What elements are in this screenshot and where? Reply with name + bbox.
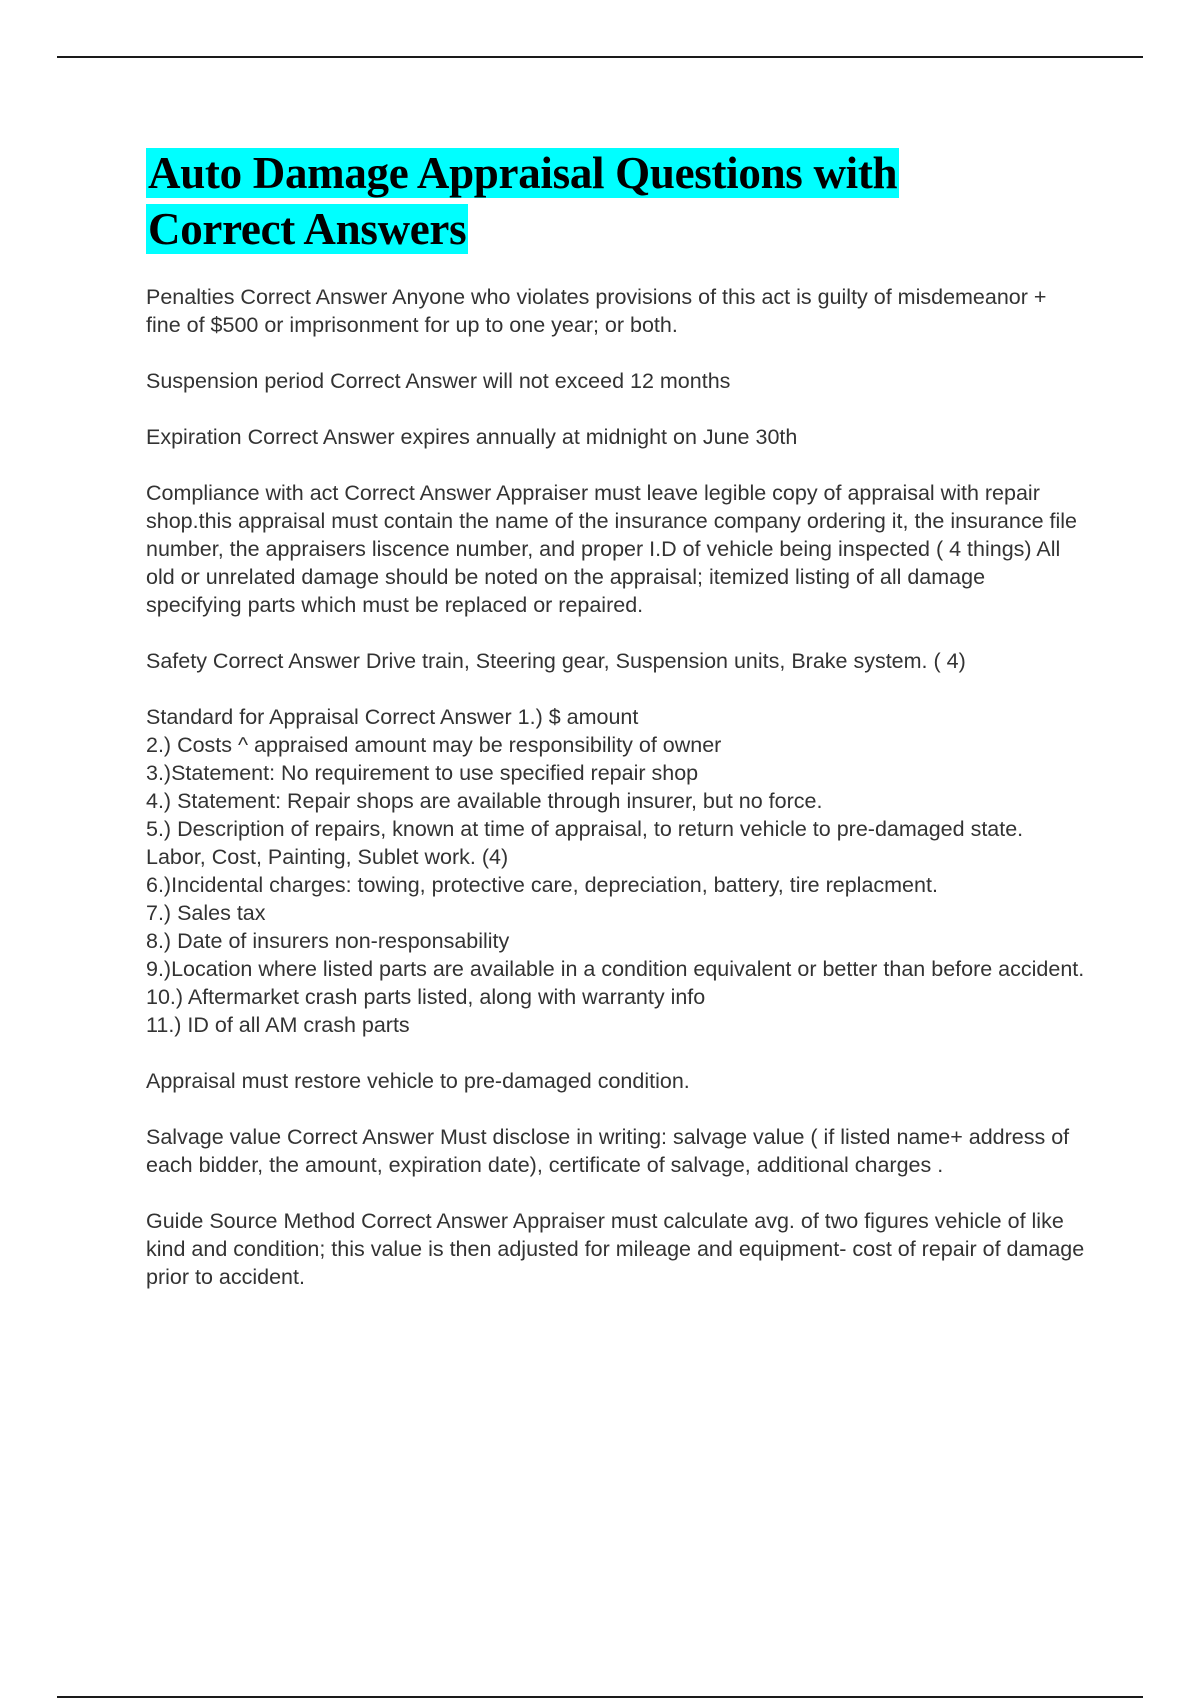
standard-item-4: 4.) Statement: Repair shops are available through insurer, but no force.: [146, 789, 823, 813]
standard-item-9: 9.)Location where listed parts are available in a condition equivalent or better than before accident.: [146, 957, 1085, 981]
qa-suspension-period: Suspension period Correct Answer will not exceed 12 months: [146, 369, 731, 393]
standard-item-5: 5.) Description of repairs, known at time of appraisal, to return vehicle to pre-damaged state. Labor, Cost, Painting, Sublet work. (4): [146, 817, 1024, 869]
title-line-2: Correct Answers: [148, 204, 467, 254]
qa-penalties: Penalties Correct Answer Anyone who violates provisions of this act is guilty of misdemeanor + fine of $500 or imprisonment for up to one year; or both.: [146, 285, 1047, 337]
title-line-1: Auto Damage Appraisal Questions with: [148, 148, 898, 198]
qa-restore-condition: Appraisal must restore vehicle to pre-damaged condition.: [146, 1069, 690, 1093]
standard-item-7: 7.) Sales tax: [146, 901, 266, 925]
document-body: [146, 145, 1086, 1319]
standard-item-2: 2.) Costs ^ appraised amount may be responsibility of owner: [146, 733, 722, 757]
qa-safety: Safety Correct Answer Drive train, Steering gear, Suspension units, Brake system. ( 4): [146, 649, 966, 673]
qa-expiration: Expiration Correct Answer expires annually at midnight on June 30th: [146, 425, 798, 449]
standard-item-1: Standard for Appraisal Correct Answer 1.) $ amount: [146, 705, 639, 729]
standard-item-3: 3.)Statement: No requirement to use specified repair shop: [146, 761, 699, 785]
footer-rule: [57, 1696, 1143, 1698]
qa-standard-for-appraisal: [146, 703, 1086, 1039]
standard-item-10: 10.) Aftermarket crash parts listed, along with warranty info: [146, 985, 706, 1009]
standard-item-6: 6.)Incidental charges: towing, protective care, depreciation, battery, tire replacment.: [146, 873, 938, 897]
qa-compliance-with-act: Compliance with act Correct Answer Appraiser must leave legible copy of appraisal with repair shop.this appraisal must contain the name of the insurance company ordering it, the insurance file number, the appraisers liscence number, and proper I.D of vehicle being inspected ( 4 things) All old or unrelated damage should be noted on the appraisal; itemized listing of all damage specifying parts which must be replaced or repaired.: [146, 481, 1077, 617]
qa-salvage-value: Salvage value Correct Answer Must disclose in writing: salvage value ( if listed name+ address of each bidder, the amount, expiration date), certificate of salvage, additional charges .: [146, 1125, 1070, 1177]
standard-item-8: 8.) Date of insurers non-responsability: [146, 929, 510, 953]
standard-item-11: 11.) ID of all AM crash parts: [146, 1013, 410, 1037]
qa-guide-source-method: Guide Source Method Correct Answer Appraiser must calculate avg. of two figures vehicle of like kind and condition; this value is then adjusted for mileage and equipment- cost of repair of damage prior to accident.: [146, 1209, 1085, 1289]
header-rule: [57, 56, 1143, 58]
document-title: [146, 145, 1086, 257]
